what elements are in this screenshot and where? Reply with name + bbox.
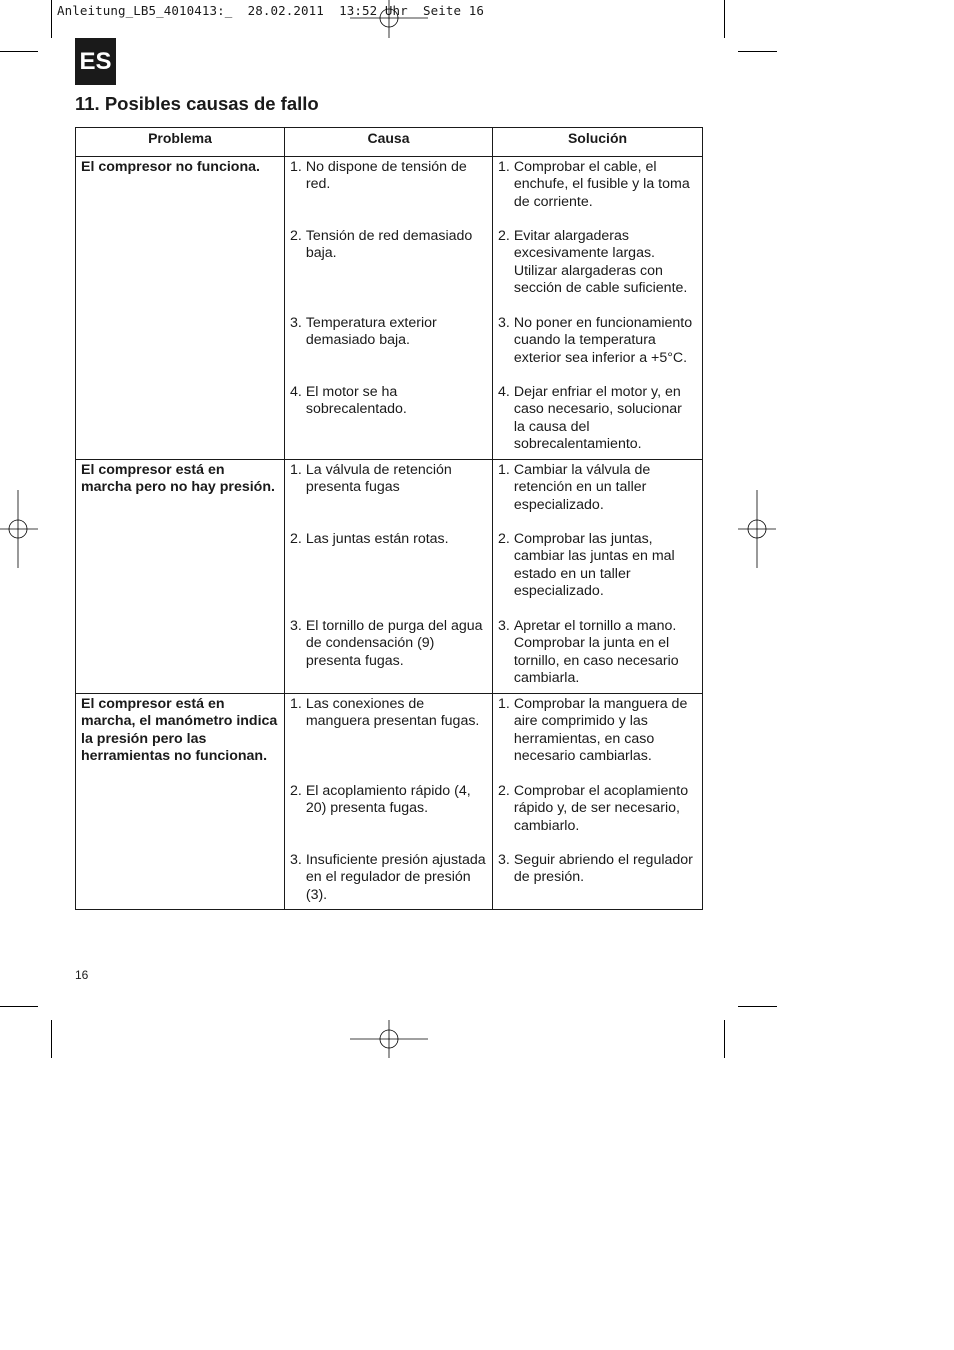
cause-item-text: Insuficiente presión ajustada en el regulador de presión (3). xyxy=(305,852,486,903)
cause-item-number: 4. xyxy=(290,384,302,400)
crop-mark-bottom-left-v xyxy=(51,1020,52,1058)
cause-item-number: 3. xyxy=(290,315,302,331)
crop-mark-bottom-right-h xyxy=(738,1006,777,1007)
problem-cell: El compresor está en marcha, el manómetro indica la presión pero las herramientas no funcionan. xyxy=(76,694,285,910)
solution-item-number: 1. xyxy=(498,696,510,712)
problem-cell: El compresor no funciona. xyxy=(76,157,285,460)
crop-mark-top-left-h xyxy=(0,51,38,52)
registration-mark-bottom xyxy=(350,1020,428,1058)
solution-item xyxy=(498,384,696,454)
cause-item-number: 1. xyxy=(290,462,302,478)
cause-item xyxy=(290,852,486,904)
solution-item-number: 2. xyxy=(498,783,510,799)
cause-item-number: 3. xyxy=(290,618,302,634)
section-title: 11. Posibles causas de fallo xyxy=(75,93,319,114)
solution-item-number: 3. xyxy=(498,315,510,331)
column-header-problem: Problema xyxy=(76,128,285,157)
troubleshooting-table xyxy=(75,127,703,910)
table-row xyxy=(76,157,703,460)
cause-item xyxy=(290,228,486,315)
registration-mark-top xyxy=(350,0,428,38)
language-badge: ES xyxy=(75,38,116,85)
cause-item xyxy=(290,159,486,228)
solution-item-number: 4. xyxy=(498,384,510,400)
solution-item-text: Cambiar la válvula de retención en un taller especializado. xyxy=(513,462,651,513)
solution-item-number: 1. xyxy=(498,159,510,175)
cause-item xyxy=(290,783,486,852)
cause-item xyxy=(290,696,486,783)
cause-cell xyxy=(285,157,493,460)
crop-mark-bottom-left-h xyxy=(0,1006,38,1007)
cause-item-text: Las juntas están rotas. xyxy=(305,531,449,547)
problem-cell: El compresor está en marcha pero no hay presión. xyxy=(76,460,285,694)
solution-item xyxy=(498,531,696,618)
solution-item-text: Dejar enfriar el motor y, en caso necesario, solucionar la causa del sobrecalentamiento. xyxy=(513,384,682,453)
cause-cell xyxy=(285,460,493,694)
solution-item-text: Comprobar el acoplamiento rápido y, de ser necesario, cambiarlo. xyxy=(513,783,689,834)
solution-item xyxy=(498,783,696,852)
solution-item-text: Comprobar las juntas, cambiar las juntas en mal estado en un taller especializado. xyxy=(513,531,675,600)
cause-item xyxy=(290,618,486,688)
cause-item-number: 2. xyxy=(290,531,302,547)
table-header-row xyxy=(76,128,703,157)
cause-item-text: La válvula de retención presenta fugas xyxy=(305,462,452,496)
page-number: 16 xyxy=(75,968,89,982)
cause-item-text: El acoplamiento rápido (4, 20) presenta fugas. xyxy=(305,783,471,817)
solution-item xyxy=(498,696,696,783)
cause-item-text: No dispone de tensión de red. xyxy=(305,159,467,193)
solution-cell xyxy=(493,694,703,910)
solution-item-number: 2. xyxy=(498,228,510,244)
solution-item xyxy=(498,159,696,228)
cause-item-number: 3. xyxy=(290,852,302,868)
solution-item xyxy=(498,462,696,531)
solution-cell xyxy=(493,157,703,460)
crop-mark-top-right-h xyxy=(738,51,777,52)
solution-item xyxy=(498,315,696,384)
solution-item xyxy=(498,618,696,688)
table-row xyxy=(76,694,703,910)
cause-item-number: 1. xyxy=(290,696,302,712)
print-header: Anleitung_LB5_4010413:_ 28.02.2011 13:52 Uhr Seite 16 xyxy=(57,3,485,18)
solution-item-number: 1. xyxy=(498,462,510,478)
cause-item xyxy=(290,531,486,618)
solution-item-text: No poner en funcionamiento cuando la temperatura exterior sea inferior a +5°C. xyxy=(513,315,693,366)
solution-item-text: Evitar alargaderas excesivamente largas. Utilizar alargaderas con sección de cable suficiente. xyxy=(513,228,688,297)
registration-mark-left xyxy=(0,490,38,568)
cause-item-text: El tornillo de purga del agua de condensación (9) presenta fugas. xyxy=(305,618,483,669)
solution-item-number: 3. xyxy=(498,852,510,868)
solution-item-text: Comprobar la manguera de aire comprimido y las herramientas, en caso necesario cambiarlas. xyxy=(513,696,688,765)
solution-item-text: Apretar el tornillo a mano. Comprobar la junta en el tornillo, en caso necesario cambiarla. xyxy=(513,618,679,687)
column-header-cause: Causa xyxy=(285,128,493,157)
cause-cell xyxy=(285,694,493,910)
solution-item xyxy=(498,228,696,315)
crop-mark-top-left-v xyxy=(51,0,52,38)
solution-cell xyxy=(493,460,703,694)
solution-item xyxy=(498,852,696,904)
crop-mark-bottom-right-v xyxy=(724,1020,725,1058)
cause-item-number: 1. xyxy=(290,159,302,175)
cause-item xyxy=(290,462,486,531)
solution-item-number: 2. xyxy=(498,531,510,547)
column-header-solution: Solución xyxy=(493,128,703,157)
cause-item-text: Tensión de red demasiado baja. xyxy=(305,228,473,262)
cause-item-text: Temperatura exterior demasiado baja. xyxy=(305,315,437,349)
cause-item-text: Las conexiones de manguera presentan fugas. xyxy=(305,696,480,730)
cause-item-text: El motor se ha sobrecalentado. xyxy=(305,384,407,418)
cause-item xyxy=(290,384,486,454)
solution-item-number: 3. xyxy=(498,618,510,634)
solution-item-text: Seguir abriendo el regulador de presión. xyxy=(513,852,693,886)
cause-item-number: 2. xyxy=(290,228,302,244)
registration-mark-right xyxy=(738,490,776,568)
cause-item-number: 2. xyxy=(290,783,302,799)
crop-mark-top-right-v xyxy=(724,0,725,38)
cause-item xyxy=(290,315,486,384)
table-row xyxy=(76,460,703,694)
solution-item-text: Comprobar el cable, el enchufe, el fusible y la toma de corriente. xyxy=(513,159,690,210)
